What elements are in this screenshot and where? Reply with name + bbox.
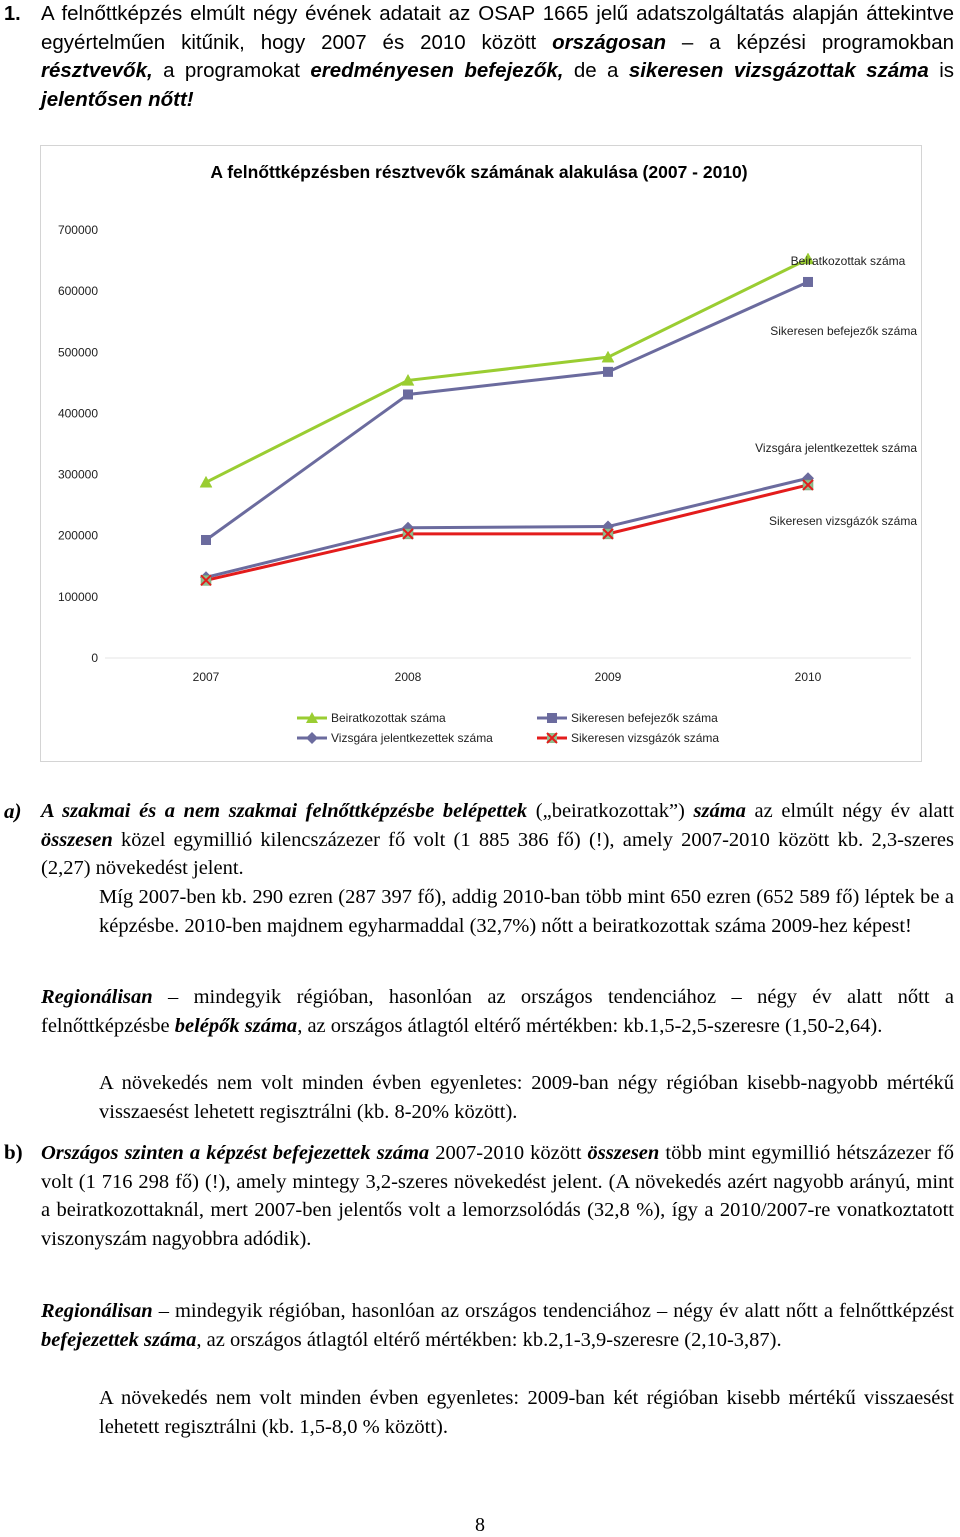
- series-line-3: [206, 478, 808, 577]
- intro-text: de a: [563, 59, 629, 83]
- text: , az országos átlagtól eltérő mértékben: kb.2,1-3,9-szeresre (2,10-3,87).: [196, 1328, 782, 1351]
- chart-title: A felnőttképzésben résztvevők számának alakulása (2007 - 2010): [210, 162, 748, 182]
- legend-item: [537, 731, 719, 745]
- legend-label: Sikeresen befejezők száma: [571, 711, 718, 725]
- text: több mint egymillió hétszázezer fő volt (1 716 298 fő) (!), amely mintegy 3,2-szeres növekedést jelent. (A növekedés azért nagyobb arányú, mint a beiratkozottaknál, mert 2007-ben jelentős volt a lemorzsolódás (32,8 %), így a 2010/2007-re vonatkoztatott viszonyszám nagyobbra adódik).: [41, 1142, 954, 1250]
- bold-phrase: belépők száma: [174, 1014, 298, 1037]
- intro-text: A felnőttképzés elmúlt négy évének adatait az OSAP 1665 jelű adatszolgáltatás alapján áttekintve egyértelműen kitűnik, hogy 2007 és 2010 között: [41, 2, 954, 54]
- text: közel egymillió kilencszázezer fő volt (1 885 386 fő) (!), amely 2007-2010 között kb. 2,3-szeres (2,27) növekedést jelent.: [41, 828, 954, 880]
- y-tick-label: 700000: [57, 223, 98, 237]
- bold-phrase: száma: [693, 800, 746, 822]
- text: , az országos átlagtól eltérő mértékben: kb.1,5-2,5-szeresre (1,50-2,64).: [297, 1014, 883, 1037]
- bold-phrase: összesen: [41, 828, 113, 851]
- y-tick-label: 500000: [57, 345, 98, 360]
- y-tick-label: 600000: [57, 284, 98, 299]
- data-point-series-2: [201, 535, 211, 545]
- section-b-paragraph-3: A növekedés nem volt minden évben egyenletes: 2009-ban két régióban kisebb mértékű visszaesést lehetett regisztrálni (kb. 1,5-8,0 % között).: [99, 1387, 954, 1438]
- section-b-label: b): [4, 1140, 23, 1164]
- data-point-series-2: [803, 277, 813, 287]
- legend-label: Sikeresen vizsgázók száma: [571, 731, 720, 745]
- section-b-paragraph-1: [41, 1139, 954, 1253]
- y-tick-label: 200000: [57, 528, 98, 543]
- section-a-paragraph-4: A növekedés nem volt minden évben egyenletes: 2009-ban négy régióban kisebb-nagyobb mértékű visszaesést lehetett regisztrálni (kb. 8-20% között).: [99, 1072, 954, 1123]
- text: – mindegyik régióban, hasonlóan az országos tendenciához – négy év alatt nőtt a felnőttképzést: [152, 1300, 954, 1322]
- legend-marker: [306, 732, 318, 744]
- section-b-paragraph-2: [41, 1297, 954, 1354]
- text: az elmúlt négy év alatt: [745, 800, 955, 822]
- intro-emphasis: eredményesen befejezők,: [310, 59, 564, 83]
- section-number: 1.: [4, 3, 21, 25]
- intro-emphasis: sikeresen vizsgázottak száma: [628, 59, 929, 83]
- section-a-paragraph-1: [41, 797, 954, 883]
- x-tick-label: 2008: [394, 670, 422, 684]
- x-tick-label: 2010: [794, 670, 822, 684]
- intro-text: – a képzési programokban: [666, 30, 955, 54]
- text: – mindegyik régióban, hasonlóan az országos tendenciához – négy év alatt nőtt a felnőttképzésbe: [41, 986, 954, 1037]
- bold-phrase: A szakmai és a nem szakmai felnőttképzésbe belépettek: [41, 800, 528, 822]
- intro-text: is: [928, 59, 954, 83]
- intro-emphasis: országosan: [552, 30, 667, 54]
- x-tick-label: 2009: [594, 670, 622, 684]
- data-label-series-1: Beiratkozottak száma: [790, 254, 906, 268]
- y-tick-label: 0: [91, 651, 98, 665]
- legend-item: [297, 731, 493, 745]
- data-label-series-4: Sikeresen vizsgázók száma: [768, 514, 917, 528]
- intro-text: a programokat: [152, 59, 311, 83]
- intro-paragraph: [41, 0, 954, 114]
- series-line-1: [206, 259, 808, 482]
- y-tick-label: 300000: [57, 467, 98, 482]
- text: („beiratkozottak”): [527, 800, 694, 822]
- section-a-label: a): [4, 799, 22, 823]
- section-a-paragraph-2: Míg 2007-ben kb. 290 ezren (287 397 fő), addig 2010-ban több mint 650 ezren (652 589 fő) léptek be a képzésbe. 2010-ben majdnem egyharmaddal (32,7%) nőtt a beiratkozottak száma 2009-hez képest!: [99, 886, 954, 937]
- legend-marker: [547, 713, 557, 723]
- data-label-series-3: Vizsgára jelentkezettek száma: [755, 441, 917, 455]
- bold-phrase: befejezettek száma: [41, 1328, 197, 1351]
- bold-phrase: Országos szinten a képzést befejezettek száma: [41, 1142, 430, 1164]
- intro-emphasis: résztvevők,: [41, 59, 153, 83]
- legend-item: [297, 711, 446, 725]
- chart-plot-area: [58, 223, 917, 745]
- intro-emphasis: jelentősen nőtt!: [41, 87, 194, 111]
- bold-phrase: Regionálisan: [41, 986, 153, 1008]
- legend-label: Vizsgára jelentkezettek száma: [331, 731, 493, 745]
- data-point-series-2: [403, 389, 413, 399]
- bold-phrase: Regionálisan: [41, 1300, 153, 1322]
- data-label-series-2: Sikeresen befejezők száma: [770, 324, 917, 338]
- y-tick-label: 100000: [57, 589, 98, 604]
- y-tick-label: 400000: [57, 406, 98, 421]
- data-point-series-2: [603, 367, 613, 377]
- bold-phrase: összesen: [587, 1142, 660, 1164]
- legend-label: Beiratkozottak száma: [331, 711, 446, 725]
- x-tick-label: 2007: [192, 670, 220, 684]
- legend-item: [537, 711, 718, 725]
- text: 2007-2010 között: [429, 1142, 588, 1164]
- chart-svg: [41, 146, 921, 761]
- line-chart: [40, 145, 922, 762]
- section-a-paragraph-3: [41, 983, 954, 1040]
- page-number: 8: [475, 1514, 485, 1536]
